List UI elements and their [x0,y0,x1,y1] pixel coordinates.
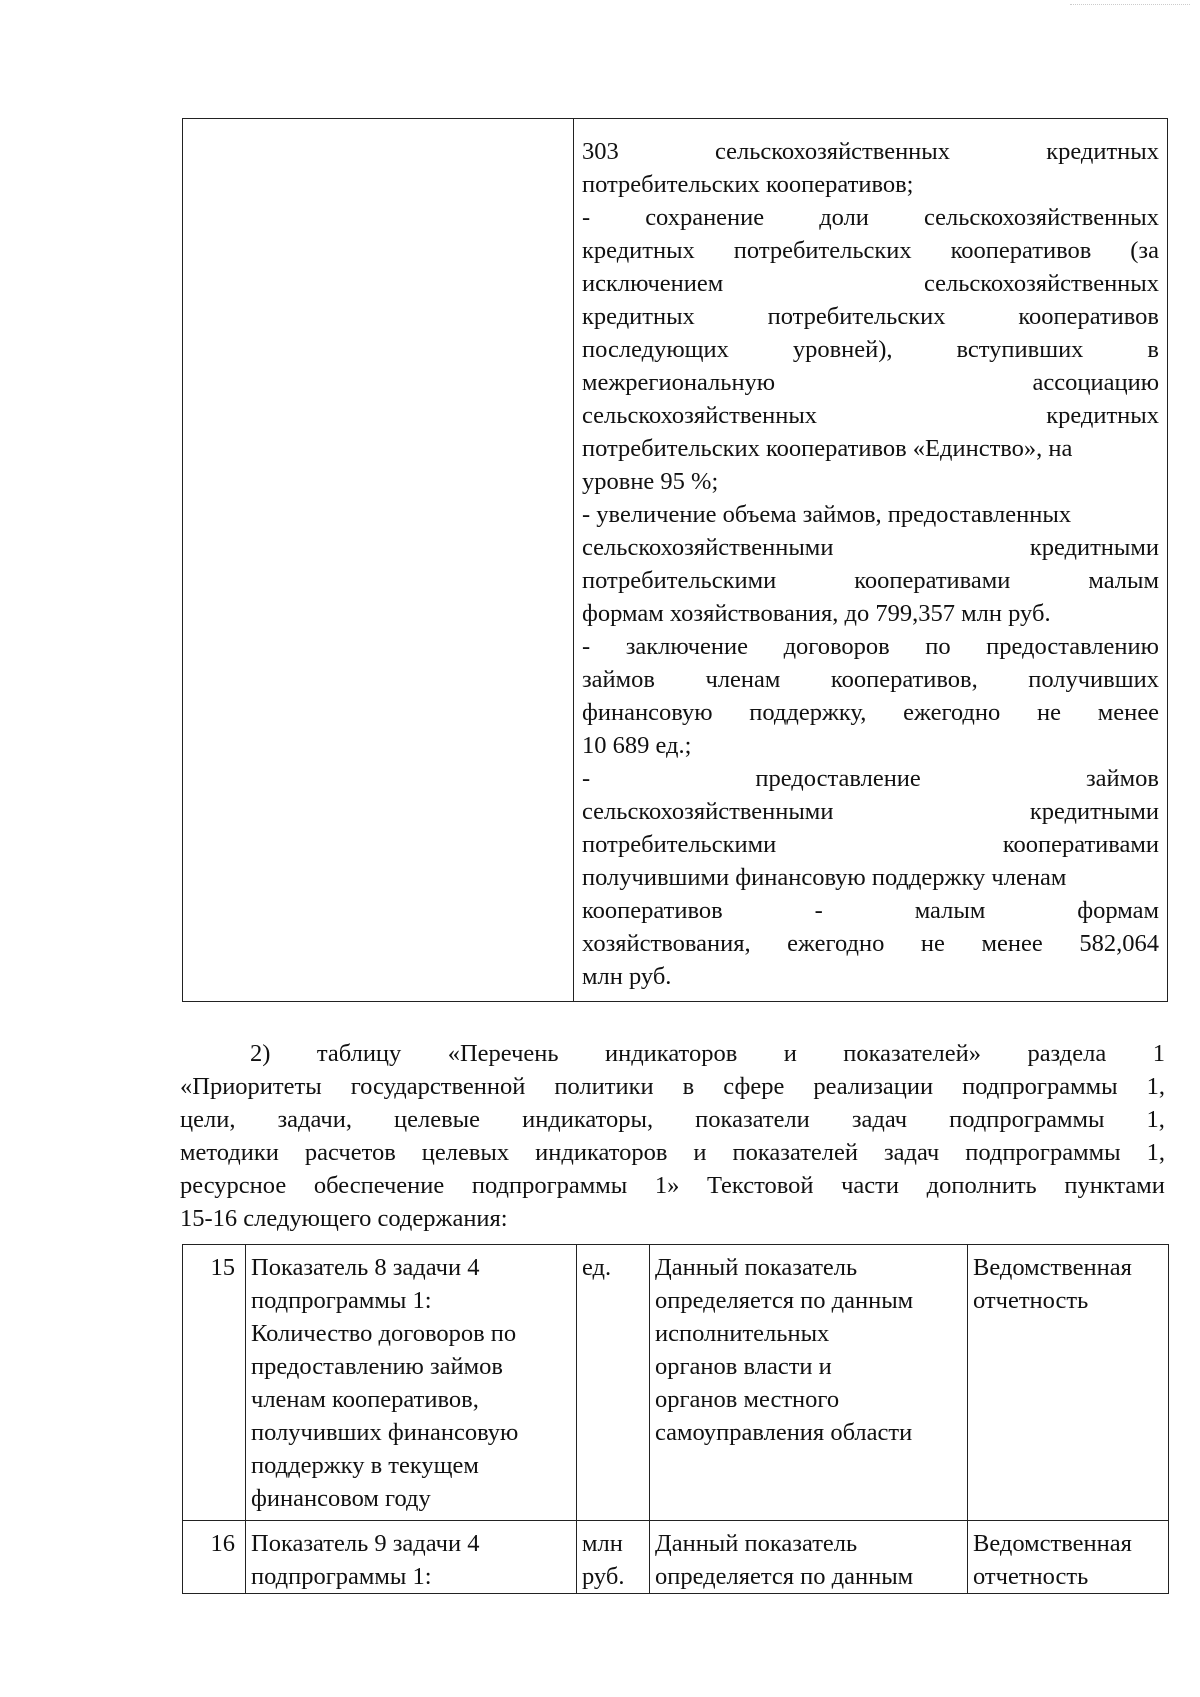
text-word: задачи, [277,1106,352,1133]
cell-line: органов местного [655,1386,840,1413]
text-word: - [582,633,591,660]
text-word: уровней), [792,336,893,363]
text-word: менее [981,930,1043,957]
table-row [183,1521,1169,1594]
cell-line: ед. [582,1254,612,1281]
cell-line: Ведомственная [973,1530,1132,1557]
text-word: сельскохозяйственными [582,798,834,825]
text-line [582,399,1159,432]
text-word: кооперативов, [830,666,978,693]
cell-line: Показатель 8 задачи 4 [251,1254,480,1281]
text-word: потребительскими [582,831,777,858]
text-word: 1» [654,1172,680,1199]
text-line [582,762,1159,795]
text-word: дополнить [926,1172,1037,1199]
cell-line: получивших финансовую [251,1419,519,1446]
text-word: показателей» [843,1040,981,1067]
text-word: ассоциацию [1032,369,1159,396]
text-word: получивших [1028,666,1159,693]
text-word: поддержку, [749,699,867,726]
cell-line: млн [582,1530,623,1557]
text-line [180,1070,1165,1103]
text-line [582,234,1159,267]
text-word: 1, [1146,1073,1165,1100]
text-word: политики [554,1073,654,1100]
text-line [582,960,1159,993]
text-word: по [925,633,951,660]
text-line [582,597,1159,630]
indicators-table [182,1244,1169,1594]
text-line [180,1169,1165,1202]
cell-line: Количество договоров по [251,1320,517,1347]
text-word: кооперативами [854,567,1011,594]
text-word: кредитными [1029,534,1159,561]
cell-unit [577,1521,650,1594]
cell-source [968,1245,1169,1521]
text-word: ежегодно [787,930,885,957]
text-line [582,828,1159,861]
text-word: кредитных [1046,402,1159,429]
cell-line: подпрограммы 1: [251,1287,432,1314]
text-word: подпрограммы [965,1139,1121,1166]
text-line [180,1202,1165,1235]
text-word: государственной [350,1073,526,1100]
text-word: сохранение [645,204,765,231]
text-word: доли [819,204,869,231]
text-word: межрегиональную [582,369,776,396]
top-table-right-cell [574,119,1167,1001]
text-line [582,894,1159,927]
text-line [582,564,1159,597]
text-line [180,1037,1165,1070]
text-word: 303 [582,138,619,165]
text-line [180,1136,1165,1169]
text-word: (за [1130,237,1159,264]
cell-line: исполнительных [655,1320,830,1347]
text-line [582,267,1159,300]
text-word: членам [705,666,781,693]
text-word: кредитных [1046,138,1159,165]
text-word: сфере [723,1073,785,1100]
cell-num [183,1245,246,1521]
cell-indicator [246,1245,577,1521]
text-word: кредитных [582,237,695,264]
cell-line: органов власти и [655,1353,832,1380]
text-word: целевые [394,1106,481,1133]
text-word: 582,064 [1079,930,1159,957]
text-line [582,432,1159,465]
text-word: в [682,1073,695,1100]
text-word: таблицу [316,1040,402,1067]
text-word: кооперативов [582,897,723,924]
text-line [582,663,1159,696]
text-word: индикаторов [604,1040,738,1067]
text-word: ресурсное [180,1172,287,1199]
scan-mark [1070,4,1190,11]
text-word: менее [1097,699,1159,726]
text-word: - [814,897,823,924]
text-word: - [582,204,591,231]
cell-line: 15 [210,1254,235,1281]
text-word: договоров [783,633,890,660]
text-word: не [1037,699,1061,726]
text-line [582,201,1159,234]
text-word: в [1147,336,1159,363]
text-word: цели, [180,1106,236,1133]
text-word: сельскохозяйственных [923,204,1159,231]
text-line [582,795,1159,828]
text-word: раздела [1027,1040,1107,1067]
top-table [182,118,1168,1002]
cell-line: определяется по данным [655,1563,914,1590]
text-line [582,927,1159,960]
text-word: части [841,1172,899,1199]
text-line [582,531,1159,564]
cell-num [183,1521,246,1594]
cell-line: определяется по данным [655,1287,914,1314]
text-word: Текстовой [707,1172,814,1199]
text-word: индикаторы, [522,1106,654,1133]
text-word: млн руб. [582,963,672,990]
text-word: подпрограммы [949,1106,1105,1133]
text-word: финансовую [582,699,713,726]
text-word: сельскохозяйственными [582,534,834,561]
cell-method [650,1245,968,1521]
cell-line: Ведомственная [973,1254,1132,1281]
text-word: 1, [1146,1139,1165,1166]
text-word: сельскохозяйственных [582,402,818,429]
text-word: кооперативов [950,237,1092,264]
text-word: малым [914,897,986,924]
cell-line: предоставлению займов [251,1353,503,1380]
text-line [582,135,1159,168]
text-word: - [582,765,591,792]
text-word: потребительских [767,303,946,330]
text-word: 2) [250,1040,271,1067]
text-word: 15-16 следующего содержания: [180,1205,508,1232]
text-word: заключение [625,633,749,660]
cell-line: Данный показатель [655,1530,858,1557]
cell-line: отчетность [973,1563,1089,1590]
body-paragraph [180,1037,1165,1235]
cell-line: подпрограммы 1: [251,1563,432,1590]
text-word: сельскохозяйственных [714,138,950,165]
text-line [180,1103,1165,1136]
text-word: формам [1077,897,1159,924]
text-word: и [783,1040,797,1067]
text-word: реализации [813,1073,934,1100]
text-word: «Приоритеты [180,1073,322,1100]
text-word: обеспечение [313,1172,445,1199]
cell-line: самоуправления области [655,1419,913,1446]
text-word: вступивших [956,336,1084,363]
cell-line: финансовом году [251,1485,431,1512]
cell-indicator [246,1521,577,1594]
text-word: 10 689 ед.; [582,732,692,759]
cell-unit [577,1245,650,1521]
text-word: пунктами [1064,1172,1165,1199]
text-line [582,696,1159,729]
text-word: кооперативов [1018,303,1159,330]
text-word: последующих [582,336,729,363]
text-line [582,300,1159,333]
text-word: методики [180,1139,279,1166]
text-line [582,366,1159,399]
text-word: показатели [695,1106,810,1133]
text-word: - увеличение объема займов, предоставленных [582,501,1072,528]
text-line [582,333,1159,366]
text-word: ежегодно [903,699,1001,726]
text-word: потребительских кооперативов «Единство», на [582,435,1073,462]
cell-line: отчетность [973,1287,1089,1314]
text-word: расчетов [304,1139,396,1166]
text-line [582,498,1159,531]
cell-source [968,1521,1169,1594]
cell-line: Показатель 9 задачи 4 [251,1530,480,1557]
text-word: предоставлению [986,633,1159,660]
cell-line: членам кооперативов, [251,1386,479,1413]
text-word: 1, [1146,1106,1165,1133]
text-word: предоставление [755,765,921,792]
text-line [582,168,1159,201]
text-word: потребительских [733,237,912,264]
text-word: потребительских кооперативов; [582,171,914,198]
text-word: 1 [1152,1040,1165,1067]
text-word: займов [582,666,655,693]
table-row [183,1245,1169,1521]
text-word: кооперативами [1002,831,1159,858]
text-word: формам хозяйствования, до 799,357 млн руб. [582,600,1051,627]
text-word: не [920,930,945,957]
text-line [582,861,1159,894]
cell-line: поддержку в текущем [251,1452,479,1479]
text-word: подпрограммы [962,1073,1118,1100]
text-word: кредитными [1029,798,1159,825]
cell-line: 16 [210,1530,235,1557]
top-table-left-cell [183,119,574,1001]
text-word: индикаторов [535,1139,668,1166]
text-line [582,465,1159,498]
text-word: малым [1088,567,1159,594]
text-word: потребительскими [582,567,777,594]
text-word: кредитных [582,303,695,330]
cell-line: руб. [582,1563,625,1590]
text-word: показателей [732,1139,858,1166]
text-word: исключением [582,270,724,297]
text-word: целевых [421,1139,510,1166]
text-word: подпрограммы [471,1172,628,1199]
cell-method [650,1521,968,1594]
text-word: займов [1085,765,1159,792]
text-line [582,729,1159,762]
text-word: сельскохозяйственных [923,270,1159,297]
text-word: хозяйствования, [582,930,751,957]
text-line [582,630,1159,663]
text-word: уровне 95 %; [582,468,719,495]
text-word: задач [883,1139,940,1166]
text-word: задач [851,1106,908,1133]
text-word: «Перечень [447,1040,559,1067]
text-word: получившими финансовую поддержку членам [582,864,1067,891]
text-word: и [693,1139,707,1166]
cell-line: Данный показатель [655,1254,858,1281]
